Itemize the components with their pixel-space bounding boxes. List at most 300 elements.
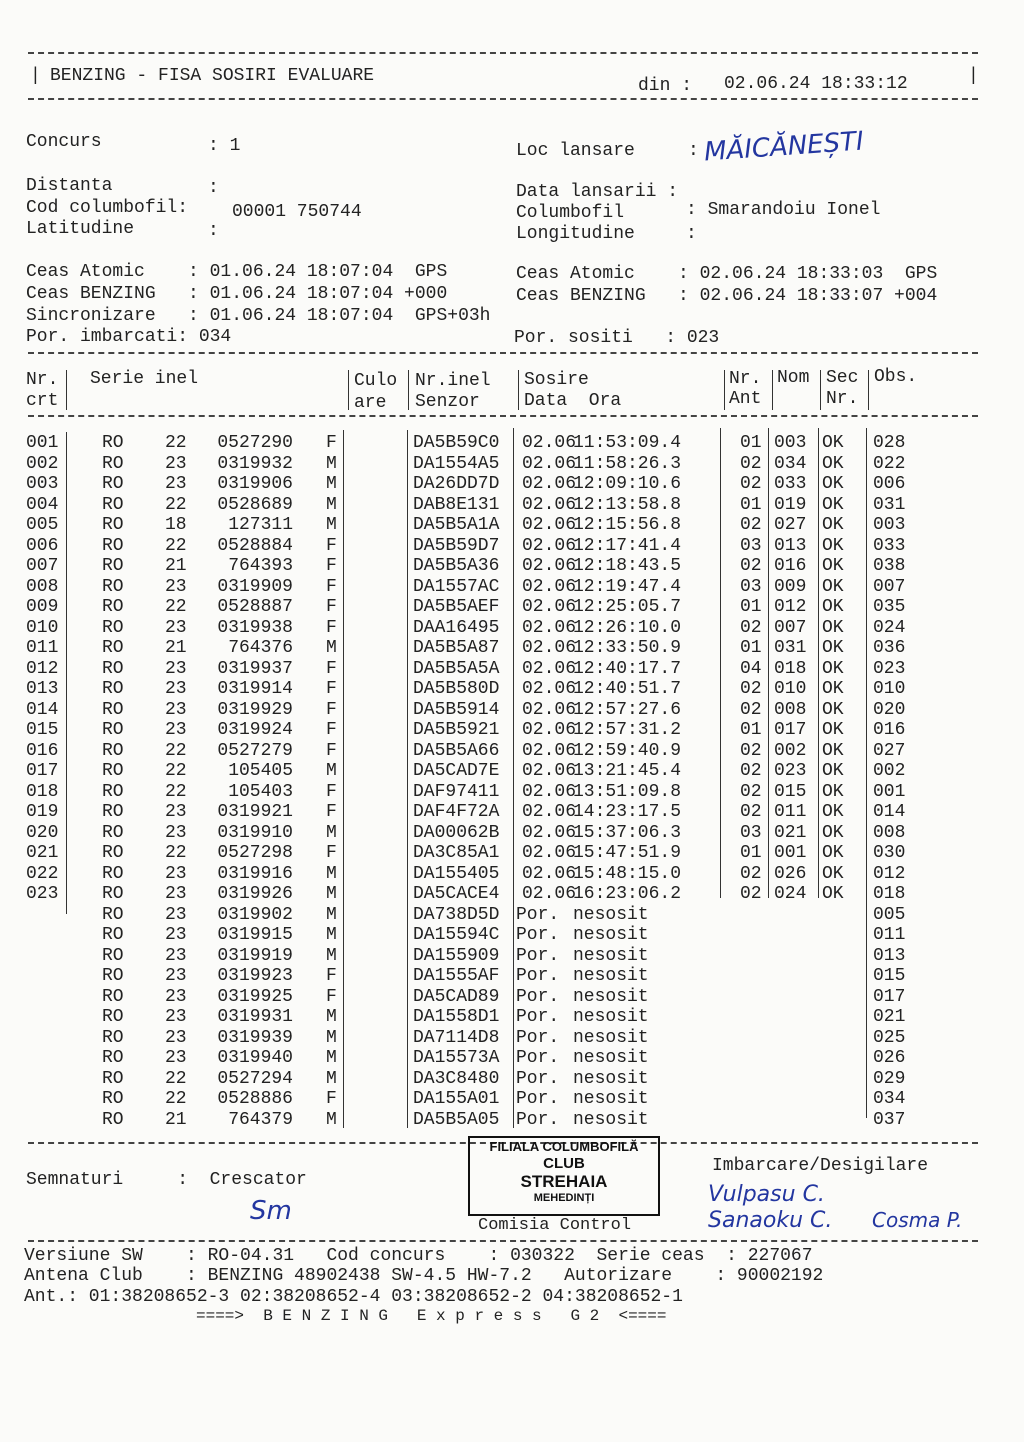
cell-sex: M	[326, 1109, 337, 1130]
cell-country: RO	[102, 433, 124, 453]
column-rule	[408, 370, 409, 410]
cell-nom: 009	[774, 576, 807, 597]
cell-senzor: DAB8E131	[413, 494, 500, 515]
cell-year: 18	[165, 515, 187, 535]
cell-ring: 0319916	[217, 863, 293, 884]
cell-sex: M	[326, 945, 337, 966]
cell-sec: OK	[822, 658, 844, 679]
table-row	[0, 1089, 1024, 1109]
cell-nom: 001	[774, 843, 807, 863]
cell-nr: 006	[26, 535, 59, 556]
cell-ring: 764379	[228, 1109, 293, 1130]
cell-obs: 020	[873, 699, 906, 720]
cell-date: Por.	[516, 904, 560, 925]
cell-obs: 005	[873, 904, 906, 925]
table-row	[0, 515, 1024, 535]
cell-nom: 017	[774, 720, 807, 740]
cell-obs: 018	[873, 884, 906, 904]
porumbei-sositi: Por. sositi : 023	[514, 328, 720, 348]
cell-senzor: DA3C8480	[413, 1068, 500, 1089]
cell-time: 12:57:31.2	[573, 720, 682, 740]
cell-obs: 010	[873, 679, 906, 699]
cell-year: 23	[165, 884, 187, 904]
bar-left: |	[30, 66, 41, 86]
cell-time: nesosit	[573, 925, 649, 945]
cell-nom: 034	[774, 453, 807, 474]
cell-ring: 105403	[228, 781, 293, 802]
cell-obs: 029	[873, 1068, 906, 1089]
cell-obs: 001	[873, 781, 906, 802]
cell-date: 02.06	[522, 433, 577, 453]
cell-year: 22	[165, 1089, 187, 1109]
cell-date: Por.	[516, 1109, 560, 1130]
cell-senzor: DA5B5AEF	[413, 597, 500, 617]
signature-crescator: Sm	[250, 1196, 292, 1226]
antene: Ant.: 01:38208652-3 02:38208652-4 03:38208652-2 04:38208652-1	[24, 1287, 683, 1307]
concurs-value: : 1	[208, 136, 241, 156]
cell-obs: 022	[873, 453, 906, 474]
cell-ant: 01	[740, 843, 762, 863]
cell-ring: 0319929	[217, 699, 293, 720]
cell-time: 15:37:06.3	[573, 822, 682, 843]
table-row	[0, 1110, 1024, 1130]
cell-sec: OK	[822, 761, 844, 781]
cell-sex: M	[326, 1027, 337, 1048]
cell-year: 23	[165, 966, 187, 986]
cell-sex: M	[326, 904, 337, 925]
cell-year: 22	[165, 781, 187, 802]
table-row	[0, 659, 1024, 679]
cell-year: 22	[165, 494, 187, 515]
cell-year: 21	[165, 638, 187, 658]
cell-senzor: DA738D5D	[413, 904, 500, 925]
cell-sex: M	[326, 515, 337, 535]
stamp-line: CLUB	[543, 1154, 585, 1172]
cell-ring: 0319937	[217, 658, 293, 679]
divider	[28, 1240, 978, 1242]
din-value: 02.06.24 18:33:12	[724, 74, 908, 94]
cell-sex: F	[326, 679, 337, 699]
cell-date: 02.06	[522, 802, 577, 822]
cell-country: RO	[102, 1048, 124, 1068]
stamp-line: STREHAIA	[520, 1172, 608, 1192]
cell-nom: 012	[774, 597, 807, 617]
cell-sec: OK	[822, 433, 844, 453]
cell-date: 02.06	[522, 822, 577, 843]
cell-senzor: DA5B5A87	[413, 638, 500, 658]
table-row	[0, 1048, 1024, 1068]
cell-year: 23	[165, 576, 187, 597]
cell-ant: 02	[740, 515, 762, 535]
cell-nom: 016	[774, 556, 807, 576]
latitudine-value: :	[208, 221, 219, 241]
table-row	[0, 495, 1024, 515]
cell-ant: 02	[740, 699, 762, 720]
cell-country: RO	[102, 720, 124, 740]
loc-value: MĂICĂNEȘTI	[703, 126, 865, 168]
cell-sec: OK	[822, 453, 844, 474]
signature-1: Vulpasu C.	[708, 1182, 825, 1207]
cell-senzor: DA155A01	[413, 1089, 500, 1109]
cell-sex: M	[326, 638, 337, 658]
table-row	[0, 1028, 1024, 1048]
cell-sex: F	[326, 597, 337, 617]
benzing-express: ====> B E N Z I N G E x p r e s s G 2 <====	[196, 1307, 667, 1325]
cell-nr: 014	[26, 699, 59, 720]
cell-nom: 024	[774, 884, 807, 904]
cell-senzor: DA5B5921	[413, 720, 500, 740]
cell-sex: F	[326, 535, 337, 556]
cod-value: 00001 750744	[232, 202, 362, 222]
cell-date: 02.06	[522, 515, 577, 535]
cell-obs: 028	[873, 433, 906, 453]
longitudine-value: :	[686, 224, 697, 244]
cell-sec: OK	[822, 843, 844, 863]
cell-country: RO	[102, 884, 124, 904]
cell-year: 22	[165, 535, 187, 556]
cell-ant: 01	[740, 720, 762, 740]
cell-time: 12:15:56.8	[573, 515, 682, 535]
cell-time: 12:40:17.7	[573, 658, 682, 679]
cell-country: RO	[102, 638, 124, 658]
cell-senzor: DA5B5A05	[413, 1109, 500, 1130]
cell-time: 12:40:51.7	[573, 679, 682, 699]
cell-obs: 023	[873, 658, 906, 679]
antena-club: Antena Club : BENZING 48902438 SW-4.5 HW-7.2 Autorizare : 90002192	[24, 1266, 824, 1286]
cell-time: nesosit	[573, 1027, 649, 1048]
cell-ant: 02	[740, 781, 762, 802]
cell-country: RO	[102, 966, 124, 986]
cell-year: 23	[165, 453, 187, 474]
cell-year: 23	[165, 1048, 187, 1068]
table-row	[0, 679, 1024, 699]
cell-ring: 764376	[228, 638, 293, 658]
cell-time: nesosit	[573, 986, 649, 1007]
cell-senzor: DAF97411	[413, 781, 500, 802]
cell-sec: OK	[822, 617, 844, 638]
table-row	[0, 638, 1024, 658]
cell-time: 13:51:09.8	[573, 781, 682, 802]
cell-year: 23	[165, 474, 187, 494]
cell-sex: F	[326, 740, 337, 761]
cell-sex: F	[326, 966, 337, 986]
cell-time: 12:26:10.0	[573, 617, 682, 638]
cell-senzor: DA1558D1	[413, 1007, 500, 1027]
cell-country: RO	[102, 761, 124, 781]
cell-country: RO	[102, 617, 124, 638]
cell-ring: 0528884	[217, 535, 293, 556]
cell-nom: 031	[774, 638, 807, 658]
cell-ring: 0319910	[217, 822, 293, 843]
cell-sec: OK	[822, 802, 844, 822]
cell-time: 16:23:06.2	[573, 884, 682, 904]
cell-time: nesosit	[573, 1109, 649, 1130]
cell-year: 23	[165, 863, 187, 884]
porumbei-imbarcati: Por. imbarcati: 034	[26, 327, 232, 347]
cell-year: 23	[165, 679, 187, 699]
cell-country: RO	[102, 1027, 124, 1048]
data-lansarii-label: Data lansarii :	[516, 182, 679, 202]
cell-senzor: DA155405	[413, 863, 500, 884]
cell-year: 23	[165, 617, 187, 638]
cell-nom: 007	[774, 617, 807, 638]
cell-country: RO	[102, 556, 124, 576]
cell-nom: 019	[774, 494, 807, 515]
cell-sex: F	[326, 658, 337, 679]
cell-obs: 036	[873, 638, 906, 658]
table-row	[0, 1069, 1024, 1089]
cell-sex: F	[326, 699, 337, 720]
cell-country: RO	[102, 658, 124, 679]
cell-date: Por.	[516, 1068, 560, 1089]
cell-date: 02.06	[522, 863, 577, 884]
cell-obs: 037	[873, 1109, 906, 1130]
cell-time: 12:13:58.8	[573, 494, 682, 515]
cell-sex: M	[326, 453, 337, 474]
divider	[28, 98, 978, 100]
cell-sec: OK	[822, 515, 844, 535]
ceas-atomic-end: Ceas Atomic : 02.06.24 18:33:03 GPS	[516, 264, 938, 284]
cell-ring: 0528887	[217, 597, 293, 617]
cell-country: RO	[102, 781, 124, 802]
cell-nr: 009	[26, 597, 59, 617]
cell-country: RO	[102, 925, 124, 945]
cell-senzor: DA00062B	[413, 822, 500, 843]
cell-date: 02.06	[522, 453, 577, 474]
cell-date: 02.06	[522, 474, 577, 494]
cell-year: 23	[165, 802, 187, 822]
cell-year: 23	[165, 904, 187, 925]
cell-time: 14:23:17.5	[573, 802, 682, 822]
cell-ring: 0527294	[217, 1068, 293, 1089]
cell-year: 21	[165, 1109, 187, 1130]
cell-nom: 013	[774, 535, 807, 556]
cell-sec: OK	[822, 740, 844, 761]
cell-nr: 012	[26, 658, 59, 679]
cell-obs: 034	[873, 1089, 906, 1109]
cell-obs: 013	[873, 945, 906, 966]
cell-ant: 04	[740, 658, 762, 679]
cell-year: 23	[165, 986, 187, 1007]
cell-time: 12:19:47.4	[573, 576, 682, 597]
cell-nom: 002	[774, 740, 807, 761]
cell-senzor: DA5B5A36	[413, 556, 500, 576]
cell-senzor: DA15594C	[413, 925, 500, 945]
cell-time: 12:59:40.9	[573, 740, 682, 761]
cell-senzor: DA5CAD7E	[413, 761, 500, 781]
distanta-value: :	[208, 178, 219, 198]
cell-sex: M	[326, 1068, 337, 1089]
cell-nom: 011	[774, 802, 807, 822]
cell-year: 23	[165, 1027, 187, 1048]
semnaturi-label: Semnaturi : Crescator	[26, 1170, 307, 1190]
cell-ring: 0319926	[217, 884, 293, 904]
loc-label: Loc lansare	[516, 141, 635, 161]
cell-sex: M	[326, 925, 337, 945]
cell-date: Por.	[516, 1048, 560, 1068]
cell-time: 11:58:26.3	[573, 453, 682, 474]
cell-date: Por.	[516, 966, 560, 986]
cell-ring: 0528689	[217, 494, 293, 515]
cell-ring: 0319915	[217, 925, 293, 945]
cell-date: 02.06	[522, 699, 577, 720]
cell-obs: 025	[873, 1027, 906, 1048]
cell-ant: 02	[740, 802, 762, 822]
cell-year: 22	[165, 740, 187, 761]
column-rule	[66, 370, 67, 410]
table-row	[0, 905, 1024, 925]
cell-sex: M	[326, 863, 337, 884]
cell-nom: 018	[774, 658, 807, 679]
cell-ring: 0527290	[217, 433, 293, 453]
cell-senzor: DA7114D8	[413, 1027, 500, 1048]
ceas-benzing-end: Ceas BENZING : 02.06.24 18:33:07 +004	[516, 286, 938, 306]
cell-ring: 0319921	[217, 802, 293, 822]
table-row	[0, 741, 1024, 761]
cell-nr: 003	[26, 474, 59, 494]
cell-senzor: DA1555AF	[413, 966, 500, 986]
table-row	[0, 597, 1024, 617]
column-rule	[724, 370, 725, 410]
cell-sec: OK	[822, 822, 844, 843]
cell-senzor: DA1557AC	[413, 576, 500, 597]
cell-sex: F	[326, 781, 337, 802]
cell-senzor: DA1554A5	[413, 453, 500, 474]
column-rule	[868, 370, 869, 410]
cell-sec: OK	[822, 781, 844, 802]
cell-year: 23	[165, 699, 187, 720]
cell-year: 23	[165, 822, 187, 843]
sincronizare: Sincronizare : 01.06.24 18:07:04 GPS+03h	[26, 306, 491, 326]
cell-country: RO	[102, 515, 124, 535]
cell-ant: 02	[740, 474, 762, 494]
cell-country: RO	[102, 679, 124, 699]
table-row	[0, 700, 1024, 720]
cell-ring: 0319938	[217, 617, 293, 638]
cell-year: 22	[165, 843, 187, 863]
cell-ant: 02	[740, 740, 762, 761]
cell-ant: 02	[740, 453, 762, 474]
header-data-ora: Data Ora	[524, 391, 622, 411]
cell-time: 15:47:51.9	[573, 843, 682, 863]
cell-year: 23	[165, 945, 187, 966]
cell-obs: 017	[873, 986, 906, 1007]
cell-time: 12:57:27.6	[573, 699, 682, 720]
cell-date: 02.06	[522, 781, 577, 802]
cell-date: 02.06	[522, 843, 577, 863]
cell-time: 12:25:05.7	[573, 597, 682, 617]
cell-nom: 023	[774, 761, 807, 781]
cell-nom: 015	[774, 781, 807, 802]
cell-ring: 0319940	[217, 1048, 293, 1068]
cell-sex: M	[326, 822, 337, 843]
cell-nr: 020	[26, 822, 59, 843]
concurs-label: Concurs	[26, 132, 102, 152]
table-row	[0, 966, 1024, 986]
cell-country: RO	[102, 945, 124, 966]
cell-date: 02.06	[522, 576, 577, 597]
cell-obs: 015	[873, 966, 906, 986]
cell-nr: 007	[26, 556, 59, 576]
header-culo: Culo	[354, 371, 398, 391]
cell-obs: 008	[873, 822, 906, 843]
cell-nom: 003	[774, 433, 807, 453]
longitudine-label: Longitudine	[516, 224, 635, 244]
cell-obs: 014	[873, 802, 906, 822]
cell-year: 22	[165, 1068, 187, 1089]
cell-date: 02.06	[522, 761, 577, 781]
cell-country: RO	[102, 822, 124, 843]
latitudine-label: Latitudine	[26, 219, 135, 239]
cell-obs: 030	[873, 843, 906, 863]
cell-nom: 010	[774, 679, 807, 699]
cell-ant: 01	[740, 494, 762, 515]
header-nr: Nr.	[26, 370, 59, 390]
cell-nr: 019	[26, 802, 59, 822]
cell-date: 02.06	[522, 494, 577, 515]
cell-sex: M	[326, 494, 337, 515]
cell-ring: 0527279	[217, 740, 293, 761]
cell-time: nesosit	[573, 1068, 649, 1089]
cell-ant: 02	[740, 679, 762, 699]
cell-obs: 007	[873, 576, 906, 597]
cod-label: Cod columbofil:	[26, 198, 189, 218]
cell-country: RO	[102, 535, 124, 556]
cell-sex: F	[326, 556, 337, 576]
versiune-sw: Versiune SW : RO-04.31 Cod concurs : 030322 Serie ceas : 227067	[24, 1246, 813, 1266]
cell-obs: 016	[873, 720, 906, 740]
table-row	[0, 433, 1024, 453]
cell-ant: 02	[740, 556, 762, 576]
cell-time: nesosit	[573, 1048, 649, 1068]
cell-date: Por.	[516, 925, 560, 945]
table-row	[0, 864, 1024, 884]
columbofil-label: Columbofil	[516, 203, 625, 223]
cell-country: RO	[102, 1068, 124, 1089]
cell-country: RO	[102, 1089, 124, 1109]
cell-country: RO	[102, 904, 124, 925]
cell-date: 02.06	[522, 884, 577, 904]
cell-senzor: DA5B5A1A	[413, 515, 500, 535]
table-row	[0, 925, 1024, 945]
signature-2: Sanaoku C.	[708, 1208, 833, 1233]
cell-ant: 03	[740, 576, 762, 597]
cell-ant: 02	[740, 884, 762, 904]
cell-sex: F	[326, 433, 337, 453]
column-rule	[518, 370, 519, 410]
cell-sec: OK	[822, 556, 844, 576]
divider	[28, 52, 978, 54]
cell-ring: 0319923	[217, 966, 293, 986]
cell-nom: 026	[774, 863, 807, 884]
cell-time: 11:53:09.4	[573, 433, 682, 453]
table-row	[0, 884, 1024, 904]
header-senzor: Senzor	[415, 392, 480, 412]
cell-sex: F	[326, 843, 337, 863]
cell-sec: OK	[822, 576, 844, 597]
cell-time: nesosit	[573, 1007, 649, 1027]
cell-ring: 0319931	[217, 1007, 293, 1027]
cell-ant: 01	[740, 597, 762, 617]
table-row	[0, 536, 1024, 556]
cell-year: 23	[165, 658, 187, 679]
cell-senzor: DA5CAD89	[413, 986, 500, 1007]
cell-time: 13:21:45.4	[573, 761, 682, 781]
cell-date: Por.	[516, 945, 560, 966]
cell-sec: OK	[822, 884, 844, 904]
cell-sec: OK	[822, 597, 844, 617]
cell-country: RO	[102, 453, 124, 474]
